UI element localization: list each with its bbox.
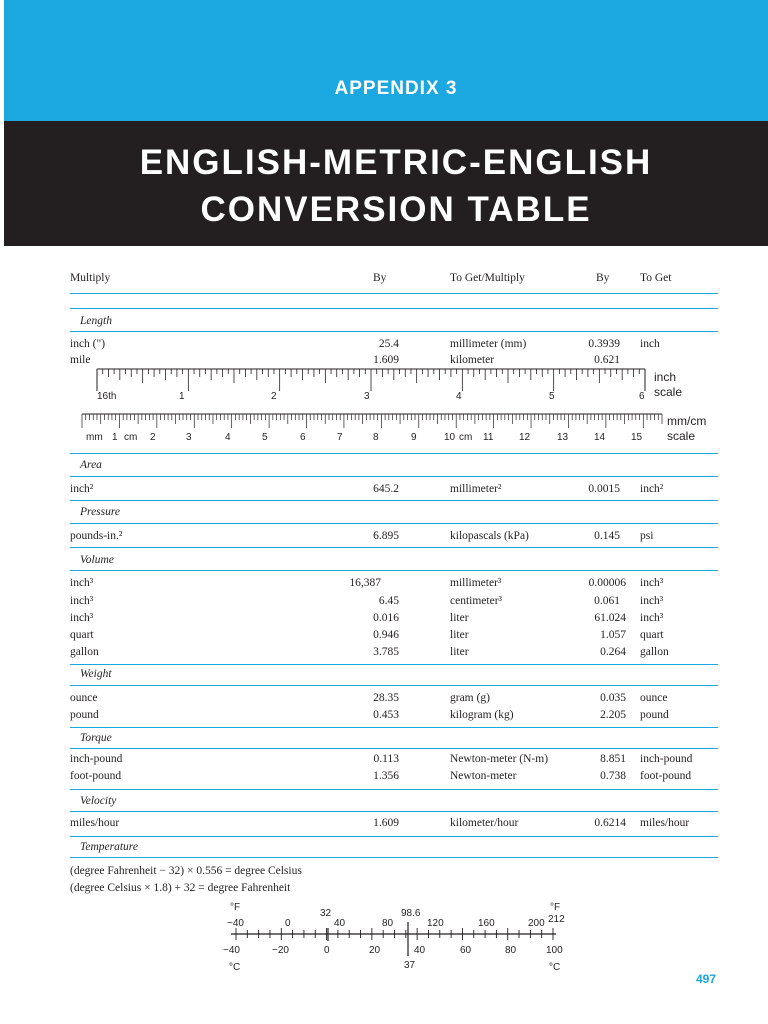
scale-label: 20 xyxy=(369,945,381,956)
appendix-label: APPENDIX 3 xyxy=(334,78,458,99)
unit-label: °F xyxy=(550,902,561,913)
ruler-label: 11 xyxy=(483,432,494,443)
divider xyxy=(70,727,718,728)
ruler-label: 1 xyxy=(112,432,118,443)
ruler-unit: inch xyxy=(654,370,677,384)
scale-label: 80 xyxy=(382,918,394,929)
ruler-label: 5 xyxy=(549,391,555,402)
temperature-formula-c-to-f: (degree Celsius × 1.8) + 32 = degree Fahrenheit xyxy=(70,882,291,894)
ruler-label: cm xyxy=(124,432,138,443)
ruler-label: 2 xyxy=(271,391,277,402)
mm-ruler-ticks xyxy=(82,414,662,428)
page-title-line-2: CONVERSION TABLE xyxy=(200,190,592,229)
divider xyxy=(70,836,718,837)
column-header-by: By xyxy=(373,272,387,284)
column-header-to-get-multiply: To Get/Multiply xyxy=(450,272,525,284)
ruler-unit: scale xyxy=(654,385,683,399)
scale-label: 80 xyxy=(505,945,517,956)
divider xyxy=(70,857,718,858)
ruler-label: 10 xyxy=(444,432,456,443)
inch-ruler xyxy=(0,364,768,406)
ruler-label: 6 xyxy=(300,432,306,443)
ruler-label: 4 xyxy=(456,391,462,402)
section-label-area: Area xyxy=(80,459,102,471)
inch-ruler-ticks xyxy=(97,369,645,391)
divider xyxy=(70,547,718,548)
scale-label: 200 xyxy=(528,918,545,929)
section-label-volume: Volume xyxy=(80,554,114,566)
column-header-by-2: By xyxy=(596,272,610,284)
ruler-label: 7 xyxy=(337,432,343,443)
scale-label: 212 xyxy=(548,914,565,925)
divider xyxy=(70,293,718,294)
ruler-unit: mm/cm xyxy=(667,414,707,428)
scale-label: 160 xyxy=(478,918,495,929)
ruler-label: 3 xyxy=(364,391,370,402)
ruler-label: 3 xyxy=(186,432,192,443)
divider xyxy=(70,748,718,749)
ruler-label: 12 xyxy=(519,432,531,443)
divider xyxy=(70,664,718,665)
divider xyxy=(70,500,718,501)
unit-label: °C xyxy=(549,962,561,973)
section-label-length: Length xyxy=(80,315,112,327)
scale-label: 40 xyxy=(334,918,346,929)
ruler-label: 14 xyxy=(594,432,606,443)
page-title-line-1: ENGLISH-METRIC-ENGLISH xyxy=(139,143,653,182)
ruler-label: 6 xyxy=(639,391,645,402)
scale-label: 100 xyxy=(546,945,563,956)
section-label-pressure: Pressure xyxy=(80,506,121,518)
mm-cm-ruler xyxy=(0,410,768,450)
ruler-label: 4 xyxy=(225,432,231,443)
scale-label: 0 xyxy=(324,945,330,956)
header-band xyxy=(4,0,768,121)
temperature-formula-f-to-c: (degree Fahrenheit − 32) × 0.556 = degree Celsius xyxy=(70,865,302,877)
divider xyxy=(70,685,718,686)
column-header-multiply: Multiply xyxy=(70,272,111,284)
unit-label: °C xyxy=(229,962,241,973)
scale-label: 60 xyxy=(460,945,472,956)
scale-label: 32 xyxy=(320,908,332,919)
section-label-velocity: Velocity xyxy=(80,795,117,807)
divider xyxy=(70,331,718,332)
ruler-label: 8 xyxy=(373,432,379,443)
column-header-to-get: To Get xyxy=(640,272,672,284)
divider xyxy=(70,811,718,812)
ruler-label: 15 xyxy=(631,432,643,443)
scale-label: −40 xyxy=(227,918,244,929)
ruler-label: 16th xyxy=(97,391,117,402)
divider xyxy=(70,523,718,524)
scale-label: 37 xyxy=(404,960,416,971)
ruler-label: cm xyxy=(459,432,473,443)
ruler-label: 9 xyxy=(411,432,417,443)
section-label-weight: Weight xyxy=(80,668,112,680)
ruler-label: 1 xyxy=(179,391,185,402)
divider xyxy=(70,308,718,309)
divider xyxy=(70,789,718,790)
scale-label: −40 xyxy=(223,945,240,956)
section-label-torque: Torque xyxy=(80,732,112,744)
divider xyxy=(70,476,718,477)
ruler-label: 2 xyxy=(150,432,156,443)
scale-label: 40 xyxy=(414,945,426,956)
section-label-temperature: Temperature xyxy=(80,841,138,853)
scale-label: 98.6 xyxy=(401,908,421,919)
ruler-label: mm xyxy=(86,432,103,443)
scale-label: 120 xyxy=(427,918,444,929)
scale-label: 0 xyxy=(285,918,291,929)
page-number: 497 xyxy=(696,972,717,986)
scale-label: −20 xyxy=(272,945,289,956)
ruler-label: 13 xyxy=(557,432,569,443)
unit-label: °F xyxy=(230,902,241,913)
divider xyxy=(70,453,718,454)
temperature-scale xyxy=(0,898,768,978)
ruler-unit: scale xyxy=(667,429,696,443)
ruler-label: 5 xyxy=(262,432,268,443)
divider xyxy=(70,570,718,571)
